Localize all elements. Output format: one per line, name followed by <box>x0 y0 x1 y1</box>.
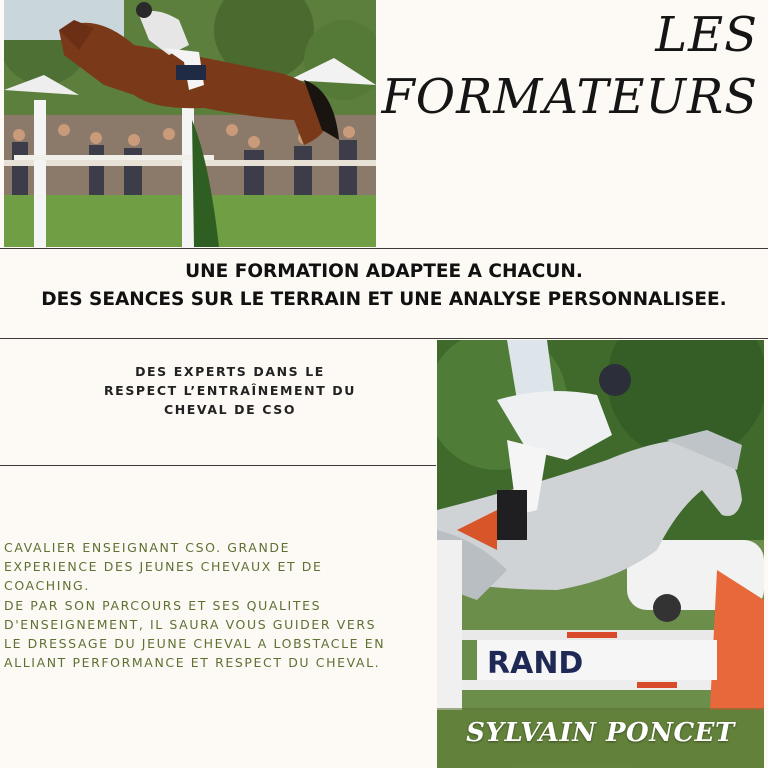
headline-line-1: UNE FORMATION ADAPTEE A CHACUN. <box>185 261 583 282</box>
bio-line: DE PAR SON PARCOURS ET SES QUALITES <box>4 597 322 613</box>
experts-statement <box>60 362 400 419</box>
experts-line-2: RESPECT L’ENTRAÎNEMENT DU <box>103 383 357 398</box>
divider-middle <box>0 338 768 339</box>
title-line-2: FORMATEURS <box>381 69 758 125</box>
page-title <box>381 4 758 128</box>
trainer-photo <box>437 340 764 768</box>
headline <box>0 258 768 314</box>
divider-top <box>0 248 768 249</box>
bio-line: CAVALIER ENSEIGNANT CSO. GRANDE <box>4 540 291 555</box>
title-line-1: LES <box>655 7 758 63</box>
bio-line: COACHING. <box>4 578 90 594</box>
bio-line: D'ENSEIGNEMENT, IL SAURA VOUS GUIDER VERS <box>4 616 377 632</box>
bio-line: ALLIANT PERFORMANCE ET RESPECT DU CHEVAL. <box>4 655 381 671</box>
trainer-name: SYLVAIN PONCET <box>466 718 735 748</box>
divider-left <box>0 465 436 466</box>
show-jumping-photo-top <box>4 0 376 247</box>
banner-text: RAND <box>487 646 584 681</box>
bio-line: LE DRESSAGE DU JEUNE CHEVAL A LOBSTACLE EN <box>4 636 386 652</box>
experts-line-1: DES EXPERTS DANS LE <box>135 364 325 379</box>
trainer-bio <box>4 538 436 672</box>
experts-line-3: CHEVAL DE CSO <box>163 402 297 417</box>
headline-line-2: DES SEANCES SUR LE TERRAIN ET UNE ANALYSE PERSONNALISEE. <box>41 289 727 310</box>
bio-line: EXPERIENCE DES JEUNES CHEVAUX ET DE <box>4 559 323 575</box>
